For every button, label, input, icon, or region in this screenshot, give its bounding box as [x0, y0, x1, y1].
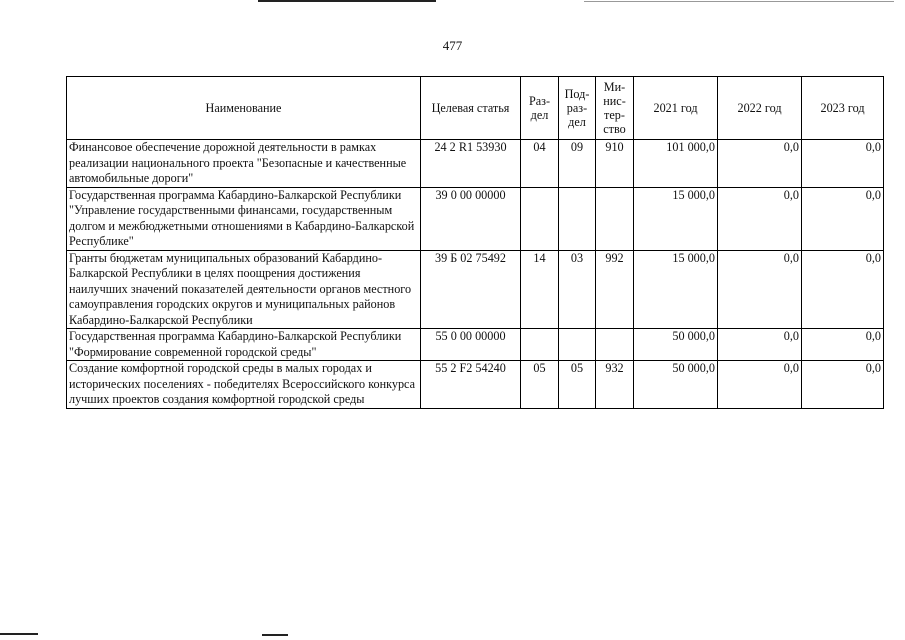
header-name: Наименование [67, 77, 421, 140]
header-target: Целевая статья [421, 77, 521, 140]
cell-2021: 101 000,0 [634, 140, 718, 188]
cell-subsection: 05 [559, 361, 596, 409]
cell-section [521, 187, 559, 250]
cell-2022: 0,0 [718, 361, 802, 409]
budget-table [66, 76, 884, 409]
header-2022: 2022 год [718, 77, 802, 140]
cell-name: Финансовое обеспечение дорожной деятельности в рамках реализации национального проекта "Безопасные и качественные автомобильные дороги" [67, 140, 421, 188]
cell-2022: 0,0 [718, 140, 802, 188]
scan-edge-line-top-right [584, 1, 894, 2]
table-row [67, 140, 884, 188]
cell-2021: 15 000,0 [634, 187, 718, 250]
cell-name: Гранты бюджетам муниципальных образований Кабардино-Балкарской Республики в целях поощрения достижения наилучших значений показателей деятельности органов местного самоуправления городских округов и муниципальных районов Кабардино-Балкарской Республики [67, 250, 421, 329]
scan-edge-line-top-left [258, 0, 436, 2]
cell-2021: 50 000,0 [634, 329, 718, 361]
cell-2021: 15 000,0 [634, 250, 718, 329]
cell-ministry: 910 [596, 140, 634, 188]
header-section: Раз- дел [521, 77, 559, 140]
scan-edge-line-bottom-left [0, 633, 38, 635]
cell-2023: 0,0 [802, 187, 884, 250]
page-number: 477 [442, 38, 463, 53]
table-row [67, 361, 884, 409]
cell-section: 04 [521, 140, 559, 188]
cell-2021: 50 000,0 [634, 361, 718, 409]
cell-2023: 0,0 [802, 250, 884, 329]
cell-target: 39 Б 02 75492 [421, 250, 521, 329]
cell-subsection: 03 [559, 250, 596, 329]
cell-ministry [596, 187, 634, 250]
cell-target: 55 0 00 00000 [421, 329, 521, 361]
header-2023: 2023 год [802, 77, 884, 140]
table-row [67, 250, 884, 329]
cell-section: 05 [521, 361, 559, 409]
table-header-row [67, 77, 884, 140]
header-2021: 2021 год [634, 77, 718, 140]
table-row [67, 329, 884, 361]
cell-ministry [596, 329, 634, 361]
header-ministry: Ми- нис- тер- ство [596, 77, 634, 140]
cell-2023: 0,0 [802, 361, 884, 409]
cell-subsection [559, 329, 596, 361]
cell-target: 24 2 R1 53930 [421, 140, 521, 188]
header-subsection: Под- раз- дел [559, 77, 596, 140]
cell-name: Государственная программа Кабардино-Балкарской Республики "Управление государственными финансами, государственным долгом и межбюджетными отношениями в Кабардино-Балкарской Республике" [67, 187, 421, 250]
cell-name: Государственная программа Кабардино-Балкарской Республики "Формирование современной городской среды" [67, 329, 421, 361]
cell-subsection: 09 [559, 140, 596, 188]
cell-section: 14 [521, 250, 559, 329]
cell-ministry: 932 [596, 361, 634, 409]
cell-2022: 0,0 [718, 329, 802, 361]
cell-name: Создание комфортной городской среды в малых городах и исторических поселениях - победителях Всероссийского конкурса лучших проектов создания комфортной городской среды [67, 361, 421, 409]
cell-2023: 0,0 [802, 329, 884, 361]
scan-edge-line-bottom-mid [262, 634, 288, 636]
cell-ministry: 992 [596, 250, 634, 329]
cell-target: 55 2 F2 54240 [421, 361, 521, 409]
cell-2022: 0,0 [718, 250, 802, 329]
cell-2022: 0,0 [718, 187, 802, 250]
table-row [67, 187, 884, 250]
cell-section [521, 329, 559, 361]
cell-target: 39 0 00 00000 [421, 187, 521, 250]
cell-subsection [559, 187, 596, 250]
cell-2023: 0,0 [802, 140, 884, 188]
